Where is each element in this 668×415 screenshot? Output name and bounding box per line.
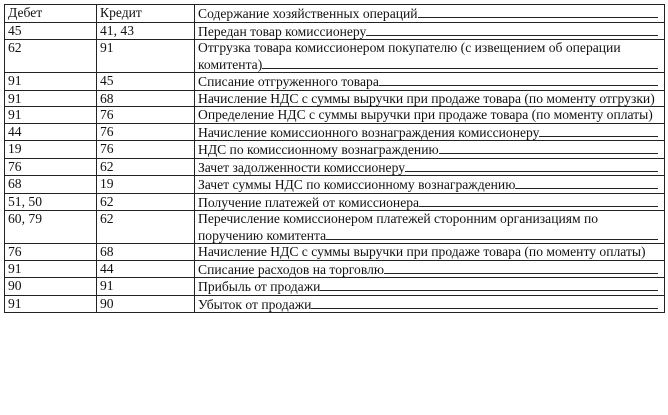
description-cell — [195, 295, 665, 313]
description-cell — [195, 22, 665, 40]
credit-cell: 45 — [97, 73, 195, 91]
table-row — [5, 40, 665, 73]
description-text: Зачет задолженности комиссионеру — [198, 159, 405, 175]
table-row — [5, 193, 665, 211]
table-row — [5, 107, 665, 124]
description-cell — [195, 244, 665, 261]
credit-cell: 41, 43 — [97, 22, 195, 40]
debit-cell: 91 — [5, 73, 97, 91]
table-row — [5, 90, 665, 107]
description-text: Списание расходов на торговлю — [198, 261, 385, 277]
underline-filler — [384, 261, 658, 274]
debit-cell: 91 — [5, 295, 97, 313]
debit-cell: 45 — [5, 22, 97, 40]
description-text: Начисление НДС с суммы выручки при продаже товара (по моменту оплаты) — [198, 244, 646, 259]
debit-cell: 62 — [5, 40, 97, 73]
description-header — [195, 5, 665, 23]
debit-cell: 90 — [5, 278, 97, 296]
description-cell — [195, 141, 665, 159]
underline-filler — [439, 141, 658, 154]
underline-filler — [326, 227, 658, 240]
table-body — [5, 22, 665, 313]
underline-filler — [515, 176, 658, 189]
underline-filler — [405, 159, 658, 172]
credit-cell: 68 — [97, 244, 195, 261]
credit-cell: 76 — [97, 141, 195, 159]
credit-header: Кредит — [97, 5, 195, 23]
credit-cell: 76 — [97, 107, 195, 124]
debit-cell: 91 — [5, 107, 97, 124]
table-row — [5, 176, 665, 194]
description-cell — [195, 193, 665, 211]
description-text: Перечисление комиссионером платежей сторонним организациям по поручению комитента — [198, 211, 599, 243]
description-text: Списание отгруженного товара — [198, 74, 379, 89]
table-row — [5, 22, 665, 40]
description-text: Передан товар комиссионеру — [198, 23, 367, 39]
credit-cell: 90 — [97, 295, 195, 313]
table-row — [5, 158, 665, 176]
underline-filler — [419, 194, 658, 207]
underline-filler — [311, 296, 658, 309]
debit-cell: 44 — [5, 123, 97, 141]
header-row — [5, 5, 665, 23]
description-cell — [195, 260, 665, 278]
credit-cell: 62 — [97, 158, 195, 176]
debit-cell: 91 — [5, 90, 97, 107]
description-cell — [195, 90, 665, 107]
underline-filler — [379, 73, 658, 86]
underline-filler — [262, 56, 658, 69]
credit-cell: 91 — [97, 278, 195, 296]
table-row — [5, 244, 665, 261]
underline-filler — [539, 124, 658, 137]
debit-cell: 76 — [5, 158, 97, 176]
table-row — [5, 123, 665, 141]
credit-cell: 62 — [97, 211, 195, 244]
description-text: Получение платежей от комиссионера — [198, 194, 420, 210]
underline-filler — [418, 5, 658, 18]
description-cell — [195, 211, 665, 244]
description-text: Начисление НДС с суммы выручки при продаже товара (по моменту отгрузки) — [198, 90, 655, 106]
description-text: Начисление комиссионного вознаграждения комиссионеру — [198, 124, 540, 140]
description-text: Прибыль от продажи — [198, 279, 321, 294]
description-text: Убыток от продажи — [198, 296, 312, 312]
underline-filler — [320, 278, 658, 291]
table-row — [5, 211, 665, 244]
credit-cell: 19 — [97, 176, 195, 194]
table-row — [5, 295, 665, 313]
description-cell — [195, 40, 665, 73]
description-cell — [195, 158, 665, 176]
table-row — [5, 260, 665, 278]
credit-cell: 68 — [97, 90, 195, 107]
debit-cell: 51, 50 — [5, 193, 97, 211]
debit-header: Дебет — [5, 5, 97, 23]
description-cell — [195, 73, 665, 91]
description-text: Зачет суммы НДС по комиссионному вознаграждению — [198, 177, 516, 192]
credit-cell: 76 — [97, 123, 195, 141]
table-row — [5, 141, 665, 159]
debit-cell: 19 — [5, 141, 97, 159]
description-text: Отгрузка товара комиссионером покупателю (с извещением об операции комитента) — [198, 40, 621, 72]
table-row — [5, 73, 665, 91]
table-row — [5, 278, 665, 296]
credit-cell: 62 — [97, 193, 195, 211]
accounting-entries-table — [4, 4, 665, 313]
debit-cell: 76 — [5, 244, 97, 261]
credit-cell: 91 — [97, 40, 195, 73]
description-cell — [195, 176, 665, 194]
description-cell — [195, 107, 665, 124]
underline-filler — [366, 23, 658, 36]
description-text: Определение НДС с суммы выручки при продаже товара (по моменту оплаты) — [198, 107, 653, 122]
debit-cell: 91 — [5, 260, 97, 278]
description-text: НДС по комиссионному вознаграждению — [198, 142, 439, 157]
description-cell — [195, 278, 665, 296]
debit-cell: 68 — [5, 176, 97, 194]
description-cell — [195, 123, 665, 141]
debit-cell: 60, 79 — [5, 211, 97, 244]
description-header-text: Содержание хозяйственных операций — [198, 6, 418, 21]
credit-cell: 44 — [97, 260, 195, 278]
